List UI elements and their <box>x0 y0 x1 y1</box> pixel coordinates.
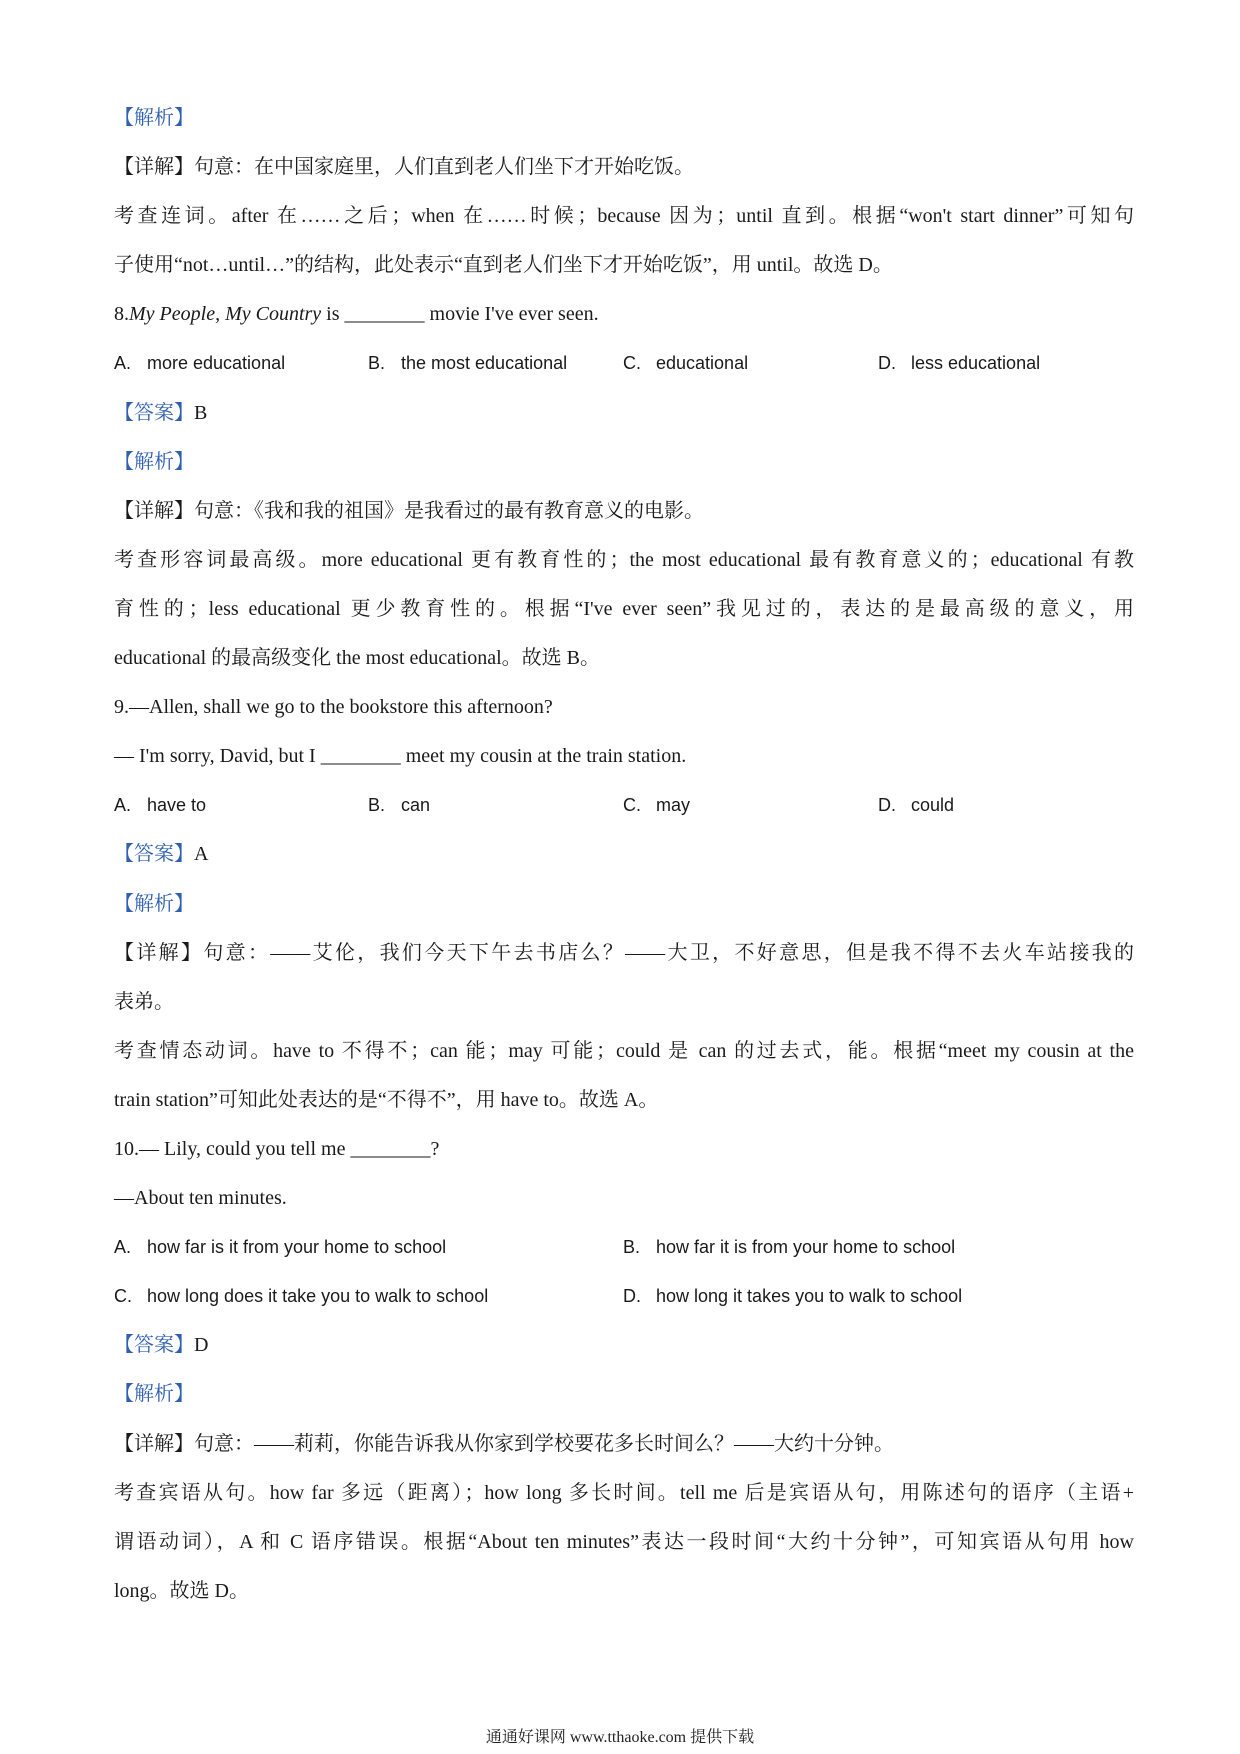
q9-answer-line <box>114 830 1134 879</box>
q9-detail-line-1 <box>114 929 1134 978</box>
analysis-label: 【解析】 <box>114 107 194 129</box>
option-b <box>368 339 567 388</box>
movie-title: My People, My Country <box>129 303 322 326</box>
document-page <box>114 94 1134 1616</box>
q10-stem-line-1: 10.— Lily, could you tell me ________? <box>114 1137 440 1160</box>
option-text: less educational <box>911 353 1041 374</box>
page-footer: 通通好课网 www.tthaoke.com 提供下载 <box>485 1729 755 1746</box>
option-a <box>114 1223 446 1272</box>
option-letter: D. <box>878 353 896 374</box>
option-letter: A. <box>114 795 132 816</box>
detail-label: 【详解】 <box>114 1432 194 1455</box>
q10-detail-line <box>114 1420 1134 1469</box>
q9-stem-line-1: 9.—Allen, shall we go to the bookstore this afternoon? <box>114 696 553 719</box>
option-text: have to <box>147 795 207 816</box>
q9-analysis-line <box>114 880 1134 929</box>
option-letter: D. <box>878 795 896 816</box>
q9-explanation-line-1: 考查情态动词。have to 不得不；can 能；may 可能；could 是 can 的过去式，能。根据“meet my cousin at the <box>114 1039 1134 1062</box>
option-text: can <box>401 795 431 816</box>
answer-label: 【答案】 <box>114 843 194 866</box>
option-text: more educational <box>147 353 286 374</box>
q9-detail-line-2: 表弟。 <box>114 990 174 1013</box>
option-c <box>623 781 690 830</box>
option-a <box>114 781 206 830</box>
q8-answer-line <box>114 389 1134 438</box>
q7-detail-line <box>114 143 1134 192</box>
option-text: how long it takes you to walk to school <box>656 1286 963 1307</box>
answer-label: 【答案】 <box>114 401 194 424</box>
option-text: may <box>656 795 691 816</box>
option-letter: C. <box>623 795 641 816</box>
detail-text: 句意：在中国家庭里，人们直到老人们坐下才开始吃饭。 <box>194 156 694 179</box>
option-d <box>878 781 954 830</box>
option-a <box>114 339 285 388</box>
detail-text: 句意：——艾伦，我们今天下午去书店么？——大卫，不好意思，但是我不得不去火车站接我的 <box>203 941 1135 964</box>
option-letter: A. <box>114 1237 132 1258</box>
q7-analysis-line <box>114 94 1134 143</box>
option-c <box>114 1272 488 1321</box>
option-letter: B. <box>368 353 386 374</box>
q9-explanation-line-2: train station”可知此处表达的是“不得不”，用 have to。故选 A。 <box>114 1088 659 1111</box>
q8-analysis-line <box>114 438 1134 487</box>
q8-explanation-line-2: 育性的；less educational 更少教育性的。根据“I've ever seen”我见过的，表达的是最高级的意义，用 <box>114 597 1134 620</box>
option-letter: D. <box>623 1286 641 1307</box>
option-text: the most educational <box>401 353 568 374</box>
q8-options <box>114 339 1134 388</box>
option-text: how far is it from your home to school <box>147 1237 447 1258</box>
option-letter: B. <box>368 795 386 816</box>
answer-value: A <box>194 843 209 866</box>
option-c <box>623 339 748 388</box>
option-letter: C. <box>623 353 641 374</box>
detail-text: 句意：——莉莉，你能告诉我从你家到学校要花多长时间么？——大约十分钟。 <box>194 1432 894 1455</box>
analysis-label: 【解析】 <box>114 450 194 473</box>
option-b <box>368 781 430 830</box>
q10-explanation-line-1: 考查宾语从句。how far 多远（距离）；how long 多长时间。tell me 后是宾语从句，用陈述句的语序（主语+ <box>114 1481 1134 1504</box>
option-d <box>623 1272 962 1321</box>
q9-stem-line-2: — I'm sorry, David, but I ________ meet my cousin at the train station. <box>114 745 687 768</box>
q8-stem <box>114 290 1134 339</box>
option-b <box>623 1223 955 1272</box>
q10-explanation-line-2: 谓语动词），A 和 C 语序错误。根据“About ten minutes”表达一段时间“大约十分钟”，可知宾语从句用 how <box>114 1530 1134 1553</box>
option-text: how far it is from your home to school <box>656 1237 956 1258</box>
option-letter: C. <box>114 1286 132 1307</box>
q7-explanation-line-1: 考查连词。after 在……之后；when 在……时候；because 因为；until 直到。根据“won't start dinner”可知句 <box>114 205 1134 228</box>
option-text: how long does it take you to walk to school <box>147 1286 489 1307</box>
q10-options-row-1 <box>114 1223 1134 1272</box>
option-letter: B. <box>623 1237 641 1258</box>
q10-explanation-line-3: long。故选 D。 <box>114 1579 249 1602</box>
q8-explanation-line-3: educational 的最高级变化 the most educational。故选 B。 <box>114 647 601 670</box>
q7-explanation-line-2: 子使用“not…until…”的结构，此处表示“直到老人们坐下才开始吃饭”，用 until。故选 D。 <box>114 254 893 277</box>
detail-label: 【详解】 <box>114 156 194 179</box>
detail-text: 句意：《我和我的祖国》是我看过的最有教育意义的电影。 <box>194 499 704 522</box>
option-d <box>878 339 1040 388</box>
answer-value: D <box>194 1334 209 1357</box>
q9-options <box>114 781 1134 830</box>
detail-label: 【详解】 <box>114 941 204 964</box>
option-text: educational <box>656 353 749 374</box>
answer-label: 【答案】 <box>114 1334 194 1357</box>
stem-text: is ________ movie I've ever seen. <box>321 303 599 326</box>
q10-options-row-2 <box>114 1272 1134 1321</box>
answer-value: B <box>194 401 208 424</box>
q8-detail-line <box>114 487 1134 536</box>
analysis-label: 【解析】 <box>114 1383 194 1406</box>
q10-answer-line <box>114 1321 1134 1370</box>
analysis-label: 【解析】 <box>114 892 194 915</box>
q10-stem-line-2: —About ten minutes. <box>114 1187 287 1210</box>
detail-label: 【详解】 <box>114 499 194 522</box>
q8-explanation-line-1: 考查形容词最高级。more educational 更有教育性的；the most educational 最有教育意义的；educational 有教 <box>114 548 1134 571</box>
option-letter: A. <box>114 353 132 374</box>
q10-analysis-line <box>114 1370 1134 1419</box>
option-text: could <box>911 795 955 816</box>
question-number: 8. <box>114 303 129 326</box>
